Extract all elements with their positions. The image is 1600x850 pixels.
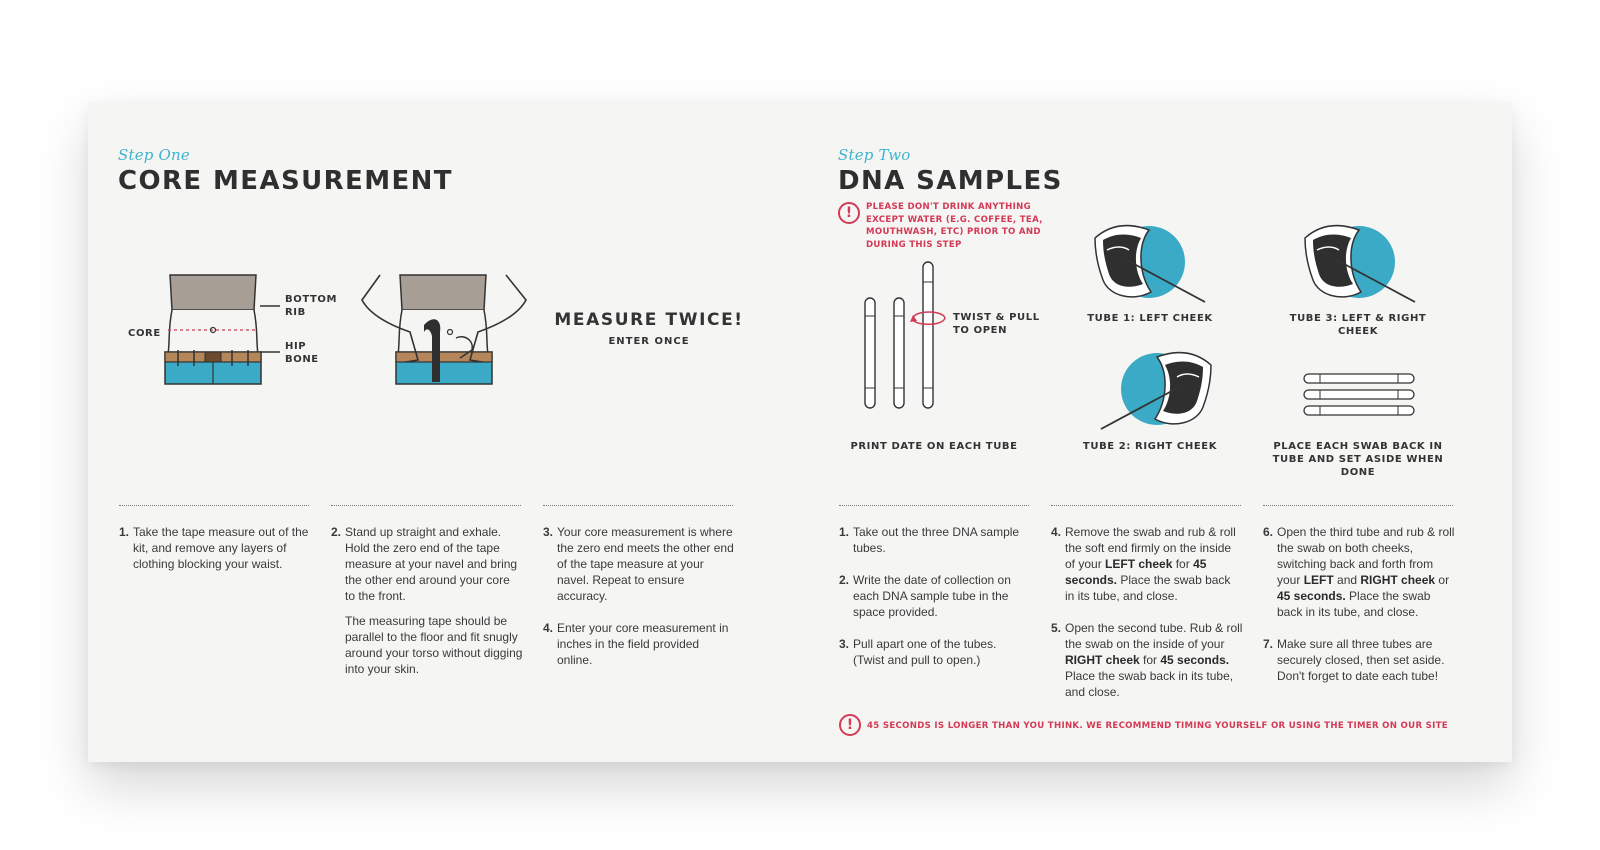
bottom-rib-label: BOTTOM RIB: [285, 294, 338, 318]
step-one-list-col1: [119, 524, 311, 588]
list-item: 3. Pull apart one of the tubes. (Twist and pull to open.): [839, 637, 997, 667]
warning-top-text: PLEASE DON'T DRINK ANYTHING EXCEPT WATER (E.G. COFFEE, TEA, MOUTHWASH, ETC) PRIOR TO AND DURING THIS STEP: [866, 202, 1043, 250]
step-two-kicker: Step Two: [838, 146, 911, 164]
divider-rule: [543, 505, 733, 506]
divider-rule: [331, 505, 521, 506]
warning-icon: !: [839, 714, 861, 736]
swabs-in-tubes-icon: [1302, 372, 1417, 418]
list-item: 2. Stand up straight and exhale. Hold the zero end of the tape measure at your navel and bring the other end around your core to the front. The measuring tape should be parallel to the floor and fit snugly around your torso without digging into your skin.: [331, 525, 523, 676]
list-item: 1. Take the tape measure out of the kit, and remove any layers of clothing blocking your waist.: [119, 525, 309, 571]
step-one-title: CORE MEASUREMENT: [118, 166, 453, 196]
divider-rule: [839, 505, 1029, 506]
mouth-left-cheek-icon: [1093, 222, 1213, 307]
step-one-kicker: Step One: [118, 146, 190, 164]
list-item: 1. Take out the three DNA sample tubes.: [839, 525, 1020, 555]
step-one-list-col2: [331, 524, 523, 693]
list-item: 4. Enter your core measurement in inches in the field provided online.: [543, 621, 729, 667]
instruction-card: [88, 102, 1512, 762]
tube2-caption: TUBE 2: RIGHT CHEEK: [1082, 441, 1218, 452]
mouth-both-cheeks-icon: [1303, 222, 1423, 307]
warning-icon: !: [838, 202, 860, 224]
list-item: 3. Your core measurement is where the zero end meets the other end of the tape measure at your navel. Repeat to ensure accuracy.: [543, 525, 734, 603]
list-item: 4. Remove the swab and rub & roll the soft end firmly on the inside of your LEFT cheek for 45 seconds. Place the swab back in its tube, and close.: [1051, 525, 1236, 603]
twist-pull-label: TWIST & PULL TO OPEN: [953, 312, 1040, 336]
enter-once-callout: ENTER ONCE: [608, 336, 690, 347]
step-one-list-col3: [543, 524, 735, 684]
step-two-title: DNA SAMPLES: [838, 166, 1063, 196]
list-item: 6. Open the third tube and rub & roll the swab on both cheeks, switching back and forth from your LEFT and RIGHT cheek or 45 seconds. Place the swab back in its tube, and close.: [1263, 525, 1455, 619]
divider-rule: [1051, 505, 1241, 506]
core-label: CORE: [128, 328, 161, 339]
divider-rule: [1263, 505, 1453, 506]
list-item: 2. Write the date of collection on each DNA sample tube in the space provided.: [839, 573, 1011, 619]
tube3-caption: TUBE 3: LEFT & RIGHT CHEEK: [1289, 313, 1427, 337]
list-item: 7. Make sure all three tubes are securely closed, then set aside. Don't forget to date each tube!: [1263, 637, 1445, 683]
print-date-caption: PRINT DATE ON EACH TUBE: [850, 441, 1018, 452]
torso-tape-illustration: [360, 270, 530, 390]
torso-core-illustration: [158, 270, 268, 390]
list-item: 5. Open the second tube. Rub & roll the swab on the inside of your RIGHT cheek for 45 seconds. Place the swab back in its tube, and close.: [1051, 621, 1243, 699]
step-two-list-col3: [1263, 524, 1455, 700]
tube1-caption: TUBE 1: LEFT CHEEK: [1087, 313, 1213, 324]
warning-bottom-text: 45 SECONDS IS LONGER THAN YOU THINK. WE RECOMMEND TIMING YOURSELF OR USING THE TIMER ON OUR SITE: [867, 721, 1448, 731]
hip-bone-label: HIP BONE: [285, 341, 319, 365]
step-two-list-col2: [1051, 524, 1243, 716]
place-back-caption: PLACE EACH SWAB BACK IN TUBE AND SET ASIDE WHEN DONE: [1272, 441, 1444, 478]
measure-twice-callout: MEASURE TWICE!: [554, 310, 744, 330]
step-two-list-col1: [839, 524, 1031, 684]
divider-rule: [119, 505, 309, 506]
mouth-right-cheek-icon: [1093, 349, 1213, 434]
